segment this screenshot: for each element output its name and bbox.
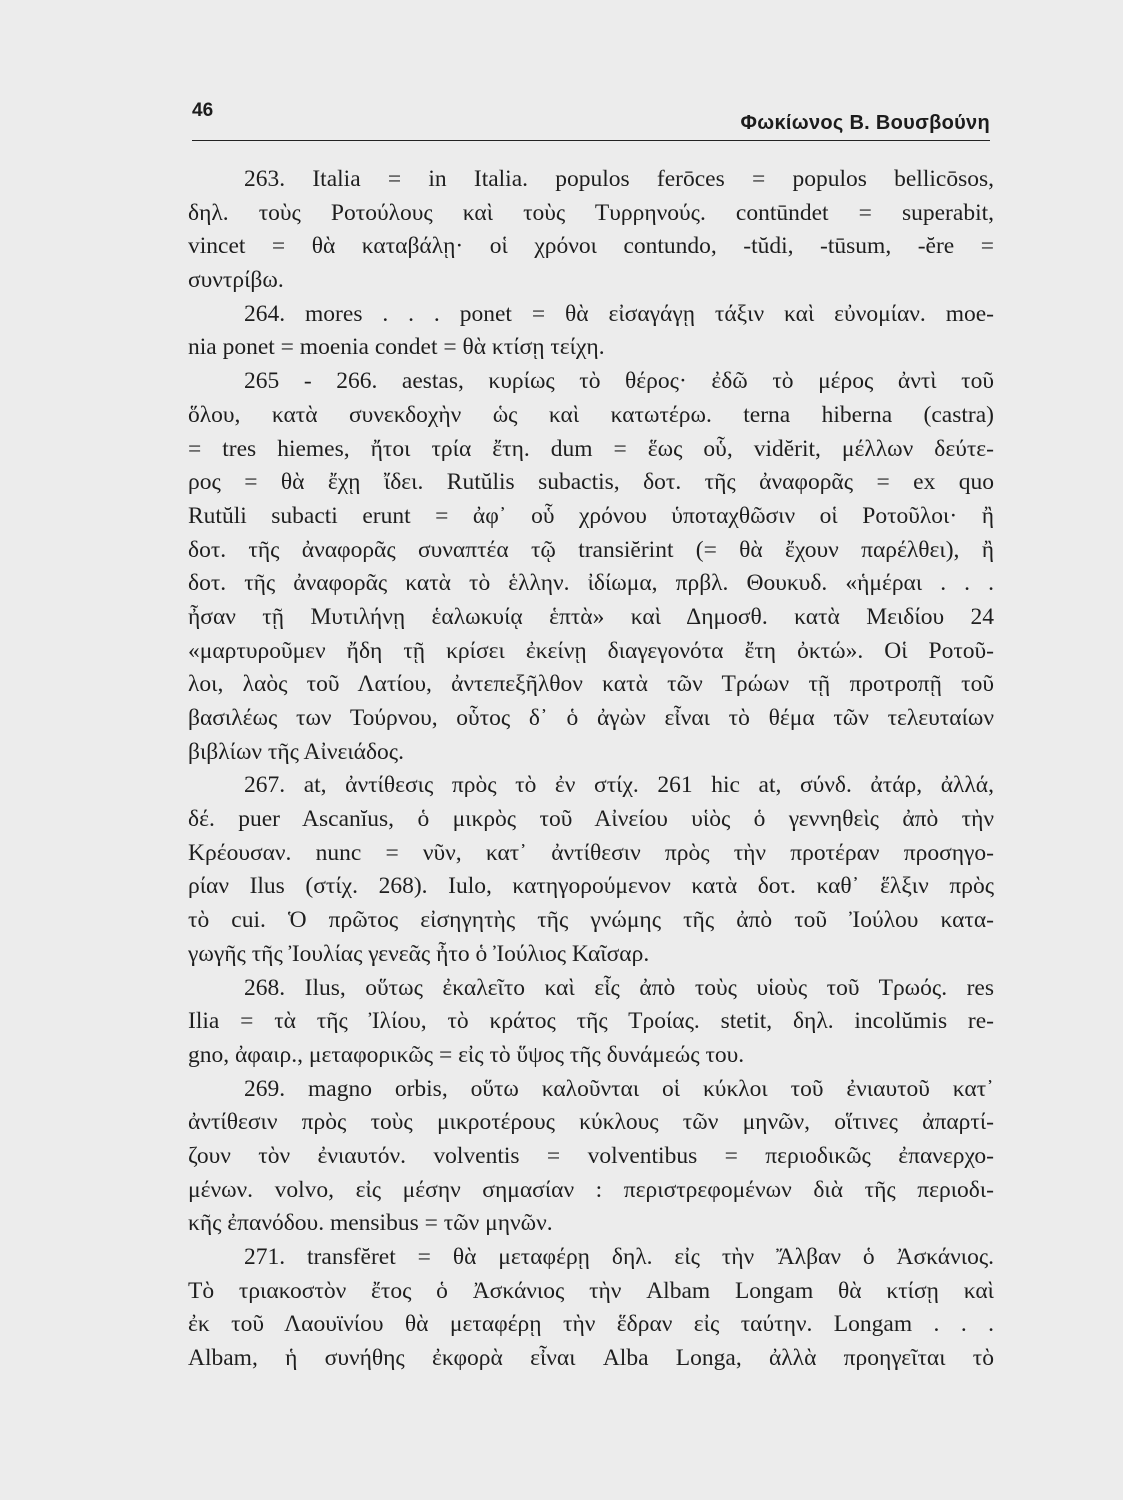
text-line: δοτ. τῆς ἀναφορᾶς κατὰ τὸ ἑλλην. ἰδίωμα, πρβλ. Θουκυδ. «ἡμέραι . . . [188, 570, 994, 597]
text-line: Ilia = τὰ τῆς Ἰλίου, τὸ κράτος τῆς Τροίας. stetit, δηλ. incolŭmis re- [188, 1008, 994, 1035]
text-line: βασιλέως των Τούρνου, οὗτος δ᾽ ὁ ἀγὼν εἶναι τὸ θέμα τῶν τελευταίων [188, 705, 994, 731]
text-line: συντρίβω. [188, 267, 284, 294]
text-line: Albam, ἡ συνήθης ἐκφορὰ εἶναι Alba Longa, ἀλλὰ προηγεῖται τὸ [188, 1345, 994, 1372]
text-line: 268. Ilus, οὕτως ἐκαλεῖτο καὶ εἷς ἀπὸ τοὺς υἱοὺς τοῦ Τρωός. res [244, 974, 994, 1001]
text-line: 271. transfĕret = θὰ μεταφέρῃ δηλ. εἰς τὴν Ἄλβαν ὁ Ἀσκάνιος. [244, 1244, 994, 1270]
page-header [192, 98, 990, 141]
text-line: ὅλου, κατὰ συνεκδοχὴν ὡς καὶ κατωτέρω. terna hiberna (castra) [188, 401, 994, 428]
running-head: Φωκίωνος Β. Βουσβούνη [740, 112, 990, 134]
text-line: 265 - 266. aestas, κυρίως τὸ θέρος· ἐδῶ τὸ μέρος ἀντὶ τοῦ [244, 368, 994, 395]
text-line: 267. at, ἀντίθεσις πρὸς τὸ ἐν στίχ. 261 hic at, σύνδ. ἀτάρ, ἀλλά, [244, 772, 994, 799]
text-line: Τὸ τριακοστὸν ἔτος ὁ Ἀσκάνιος τὴν Albam Longam θὰ κτίσῃ καὶ [188, 1277, 994, 1304]
text-line: ἀντίθεσιν πρὸς τοὺς μικροτέρους κύκλους τῶν μηνῶν, οἵτινες ἀπαρτί- [188, 1109, 994, 1136]
text-line: ἐκ τοῦ Λαουϊνίου θὰ μεταφέρῃ τὴν ἕδραν εἰς ταύτην. Longam . . . [188, 1311, 994, 1338]
text-line: βιβλίων τῆς Αἰνειάδος. [188, 738, 404, 765]
text-line: τὸ cui. Ὁ πρῶτος εἰσηγητὴς τῆς γνώμης τῆς ἀπὸ τοῦ Ἰούλου κατα- [188, 907, 994, 934]
text-line: «μαρτυροῦμεν ἤδη τῇ κρίσει ἐκείνῃ διαγεγονότα ἔτη ὀκτώ». Οἱ Ροτοῦ- [188, 637, 994, 664]
text-line: δηλ. τοὺς Ροτούλους καὶ τοὺς Τυρρηνούς. contūndet = superabit, [188, 199, 994, 226]
text-line: μένων. volvo, εἰς μέσην σημασίαν : περιστρεφομένων διὰ τῆς περιοδι- [188, 1176, 994, 1203]
text-line: κῆς ἐπανόδου. mensibus = τῶν μηνῶν. [188, 1210, 553, 1237]
text-line: ρος = θὰ ἔχῃ ἴδει. Rutŭlis subactis, δοτ. τῆς ἀναφορᾶς = ex quo [188, 469, 994, 496]
page-number: 46 [192, 100, 214, 121]
text-line: vincet = θὰ καταβάλῃ· οἱ χρόνοι contundo, -tŭdi, -tūsum, -ĕre = [188, 233, 994, 260]
text-line: ἦσαν τῇ Μυτιλήνῃ ἑαλωκυίᾳ ἑπτὰ» καὶ Δημοσθ. κατὰ Μειδίου 24 [188, 603, 994, 630]
text-line: δοτ. τῆς ἀναφορᾶς συναπτέα τῷ transiĕrint (= θὰ ἔχουν παρέλθει), ἢ [188, 536, 994, 563]
text-line: = tres hiemes, ἤτοι τρία ἔτη. dum = ἕως οὗ, vidĕrit, μέλλων δεύτε- [188, 435, 994, 462]
text-line: ρίαν Ilus (στίχ. 268). Iulo, κατηγορούμενον κατὰ δοτ. καθ᾽ ἕλξιν πρὸς [188, 873, 994, 900]
commentary-body [188, 163, 994, 1376]
text-line: Rutŭli subacti erunt = ἀφ᾽ οὗ χρόνου ὑποταχθῶσιν οἱ Ροτοῦλοι· ἢ [188, 502, 994, 529]
text-line: λοι, λαὸς τοῦ Λατίου, ἀντεπεξῆλθον κατὰ τῶν Τρώων τῇ προτροπῇ τοῦ [188, 671, 994, 698]
text-line: γωγῆς τῆς Ἰουλίας γενεᾶς ἦτο ὁ Ἰούλιος Καῖσαρ. [188, 940, 650, 967]
text-line: 263. Italia = in Italia. populos ferōces = populos bellicōsos, [244, 166, 994, 192]
text-line: ζουν τὸν ἐνιαυτόν. volventis = volventibus = περιοδικῶς ἐπανερχο- [188, 1142, 994, 1169]
text-line: nia ponet = moenia condet = θὰ κτίσῃ τείχη. [188, 334, 605, 361]
text-line: 269. magno orbis, οὕτω καλοῦνται οἱ κύκλοι τοῦ ἐνιαυτοῦ κατ᾽ [244, 1075, 994, 1102]
text-line: Κρέουσαν. nunc = νῦν, κατ᾽ ἀντίθεσιν πρὸς τὴν προτέραν προσηγο- [188, 839, 994, 866]
text-line: δέ. puer Ascanĭus, ὁ μικρὸς τοῦ Αἰνείου υἱὸς ὁ γεννηθεὶς ἀπὸ τὴν [188, 806, 994, 833]
text-line: gno, ἀφαιρ., μεταφορικῶς = εἰς τὸ ὕψος τῆς δυνάμεώς του. [188, 1041, 745, 1068]
text-line: 264. mores . . . ponet = θὰ εἰσαγάγῃ τάξιν καὶ εὐνομίαν. moe- [244, 300, 994, 327]
